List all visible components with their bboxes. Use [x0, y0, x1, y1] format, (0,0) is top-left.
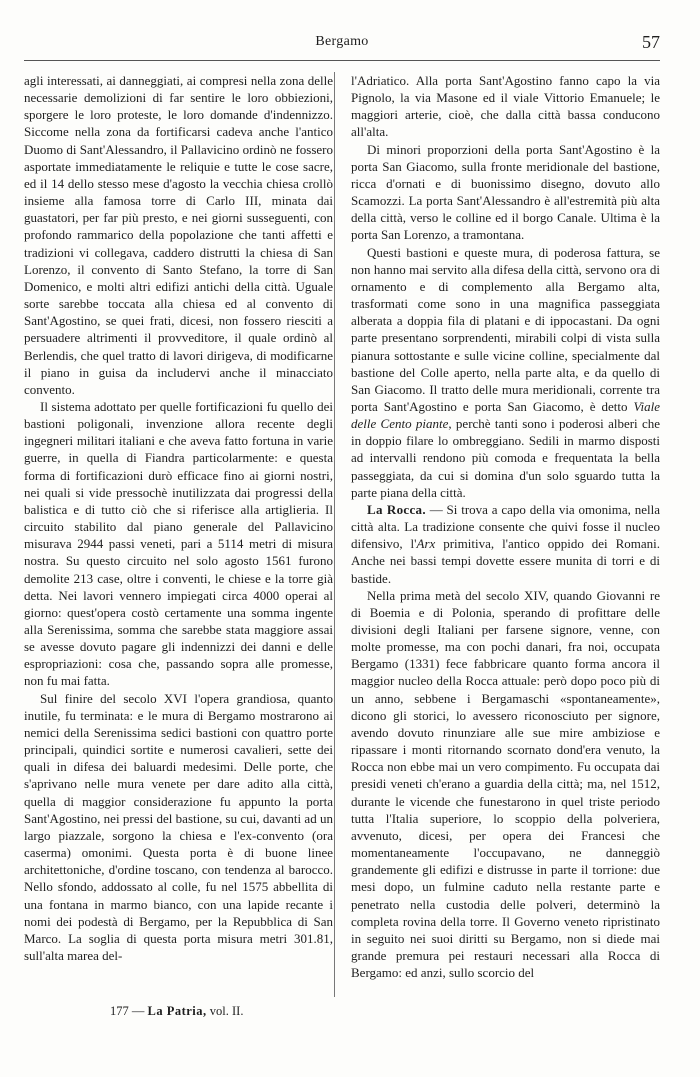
paragraph	[351, 244, 660, 501]
paragraph: Sul finire del secolo XVI l'opera grandiosa, quanto inutile, fu terminata: e le mura di Bergamo mostrarono ai nemici della Serenissima sedici bastioni con quattro porte principali, quindici sortite e numerosi cavalieri, sette dei quali in difesa dei baluardi medesimi. Delle porte, che s'aprivano nelle mura venete per dare adito alla città, quella di maggior considerazione fu appunto la porta Sant'Agostino, nei pressi del bastione, su cui, davanti ad un largo piazzale, sorgono la chiesa e l'ex-convento (ora caserma) omonimi. Questa porta è di buone linee architettoniche, d'ordine toscano, con tendenza al barocco. Nello sfondo, addossato al colle, fu nel 1575 abbellita di una fontana in marmo bianco, con una lapide recante i nomi dei podestà di Bergamo, per la Repubblica di San Marco. La soglia di questa porta misura metri 301.81, sull'alta marea del-	[24, 690, 333, 963]
paragraph: Il sistema adottato per quelle fortificazioni fu quello dei bastioni poligonali, invenzione allora recente degli ingegneri militari italiani e che aveva fatto fortuna in varie guerre, in quella di Fiandra particolarmente: e questa forma di fortificazioni durò efficace fino ai giorni nostri, nei quali si vide pressochè inutilizzata dai progressi della balistica e di tutto ciò che si riferisce alla artiglieria. Il circuito stabilito dal piano generale del Pallavicino misurava 2944 passi veneti, pari a 5114 metri di misura nostra. Su questo circuito nel solo agosto 1561 furono demolite 213 case, oltre i conventi, le chiese e la torre già detta. Nei lavori vennero impiegati circa 4000 operai al giorno: quest'opera costò certamente una somma ingente alla Serenissima, somma che sarebbe stata maggiore assai se avesse dovuto pagare gli indennizzi dei danni e delle espropriazioni: cosa che, passando sopra alle promesse, non fu mai fatta.	[24, 398, 333, 689]
text-run: , perchè tanti sono i poderosi alberi che in doppio filare lo ombreggiano. Sedili in marmo disposti ad intervalli rendono più comoda e frequentata la bella passeggiata, da cui si domina d'un solo sguardo tutta la parte piana della città.	[351, 416, 660, 500]
column-rule	[334, 72, 335, 997]
left-column	[24, 72, 333, 1002]
right-column	[351, 72, 660, 1002]
header-rule	[24, 60, 660, 61]
section-heading: La Rocca.	[367, 501, 426, 517]
paragraph: Nella prima metà del secolo XIV, quando Giovanni re di Boemia e di Polonia, sperando di profittare delle divisioni degli Italiani per farsene signore, venne, con molte promesse, ma con pochi danari, fra noi, occupata Bergamo (1331) fece fabbricare quanto forma ancora il maggior nucleo della Rocca attuale: però dopo poco più di un anno, sebbene i Bergamaschi «spontaneamente», dicono gli storici, lo avessero riconosciuto per signore, avendo dovuto rinunziare alle sue mire ambiziose e ripassare i monti ritornando scornato dond'era venuto, la Rocca non ebbe mai un vero compimento. Fu occupata dai presidi veneti ch'erano a guardia della città; ma, nel 1512, durante le vicende che funestarono in quel triste periodo tutta l'Italia superiore, lo scoppio della polveriera, avvenuto, dicesi, per opera dei Francesi che momentaneamente l'occupavano, ne danneggiò grandemente gli edifizi e distrusse in parte il torrione: due mesi dopo, un fulmine caduto nella restante parte e penetrato nella custodia delle polveri, determinò la completa rovina della torre. Il Governo veneto ripristinato in seguito nei suoi diritti su Bergamo, non si diede mai grande premura pei restauri necessari alla Rocca di Bergamo: ed anzi, sullo scorcio del	[351, 587, 660, 981]
page-number: 57	[642, 32, 660, 52]
paragraph: agli interessati, ai danneggiati, ai compresi nella zona delle necessarie demolizioni di far sentire le loro obbiezioni, sporgere le loro proteste, le loro domande d'indennizzo. Siccome nella zona da fortificarsi cadeva anche l'antico Duomo di Sant'Alessandro, il Pallavicino ordinò ne fossero asportate immediatamente le reliquie e tutte le cose sacre, ed il 14 dello stesso mese d'agosto la vecchia chiesa crollò insieme alla famosa torre di Carlo III, minata dai guastatori, per far più presto, e nei giorni susseguenti, con profondo rammarico della popolazione che tanti affetti e tradizioni vi collegava, caddero distrutti la chiesa di San Lorenzo, il convento di Santo Stefano, la torre di San Domenico, e molti altri edifizi antichi della città. Uguale sorte sarebbe toccata alla chiesa ed al convento di Sant'Agostino, se quei frati, dicesi, non fossero riesciti a persuadere altrimenti il provveditore, il quale ordinò al Berlendis, che quel tratto di lavori dirigeva, di modificarne il piano in guisa da includervi anche il minacciato convento.	[24, 73, 333, 397]
sheet-signature: 177 —	[110, 1004, 145, 1018]
publication-name: La Patria,	[147, 1004, 207, 1018]
volume-label: vol. II.	[209, 1004, 244, 1018]
paragraph	[351, 501, 660, 587]
page-header	[24, 34, 660, 56]
text-columns	[24, 72, 660, 1002]
page-footer	[110, 1004, 243, 1019]
text-run: Questi bastioni e queste mura, di poderosa fattura, se non hanno mai servito alla difesa della città, servono ora di ornamento e di complemento alla Bergamo alta, trasformati come sono in una magnifica passeggiata alberata a doppia fila di platani e di ippocastani. Da ogni parte presentano sorprendenti, mirabili colpi di vista sulla pianura sottostante e sulle vicine colline, specialmente dal bastione del Colle aperto, nella parte alta, e da quello di San Giacomo. Il tratto delle mura meridionali, corrente tra porta Sant'Agostino e porta San Giacomo, è detto	[351, 244, 660, 414]
italic-word: Arx	[416, 536, 436, 552]
running-title: Bergamo	[315, 34, 369, 49]
paragraph: l'Adriatico. Alla porta Sant'Agostino fanno capo la via Pignolo, la via Masone ed il viale Vittorio Emanuele; le maggiori arterie, cioè, che dalla città bassa conducono all'alta.	[351, 73, 660, 140]
italic-phrase: Viale delle Cento piante	[351, 398, 660, 432]
text-run: — Si trova a capo della via omonima, nella città alta. La tradizione consente che quivi fosse il nucleo difensivo, l'	[351, 501, 660, 552]
text-run: primitiva, l'antico oppido dei Romani. Anche nei bassi tempi dovette essere munita di torri e di bastide.	[351, 536, 660, 586]
paragraph: Di minori proporzioni della porta Sant'Agostino è la porta San Giacomo, sulla fronte meridionale del bastione, ricca d'ornati e di buonissimo disegno, dovuto allo Scamozzi. La porta Sant'Alessandro è all'estremità più alta della città, verso le colline ed il borgo Canale. Ultima è la porta San Lorenzo, a tramontana.	[351, 141, 660, 243]
